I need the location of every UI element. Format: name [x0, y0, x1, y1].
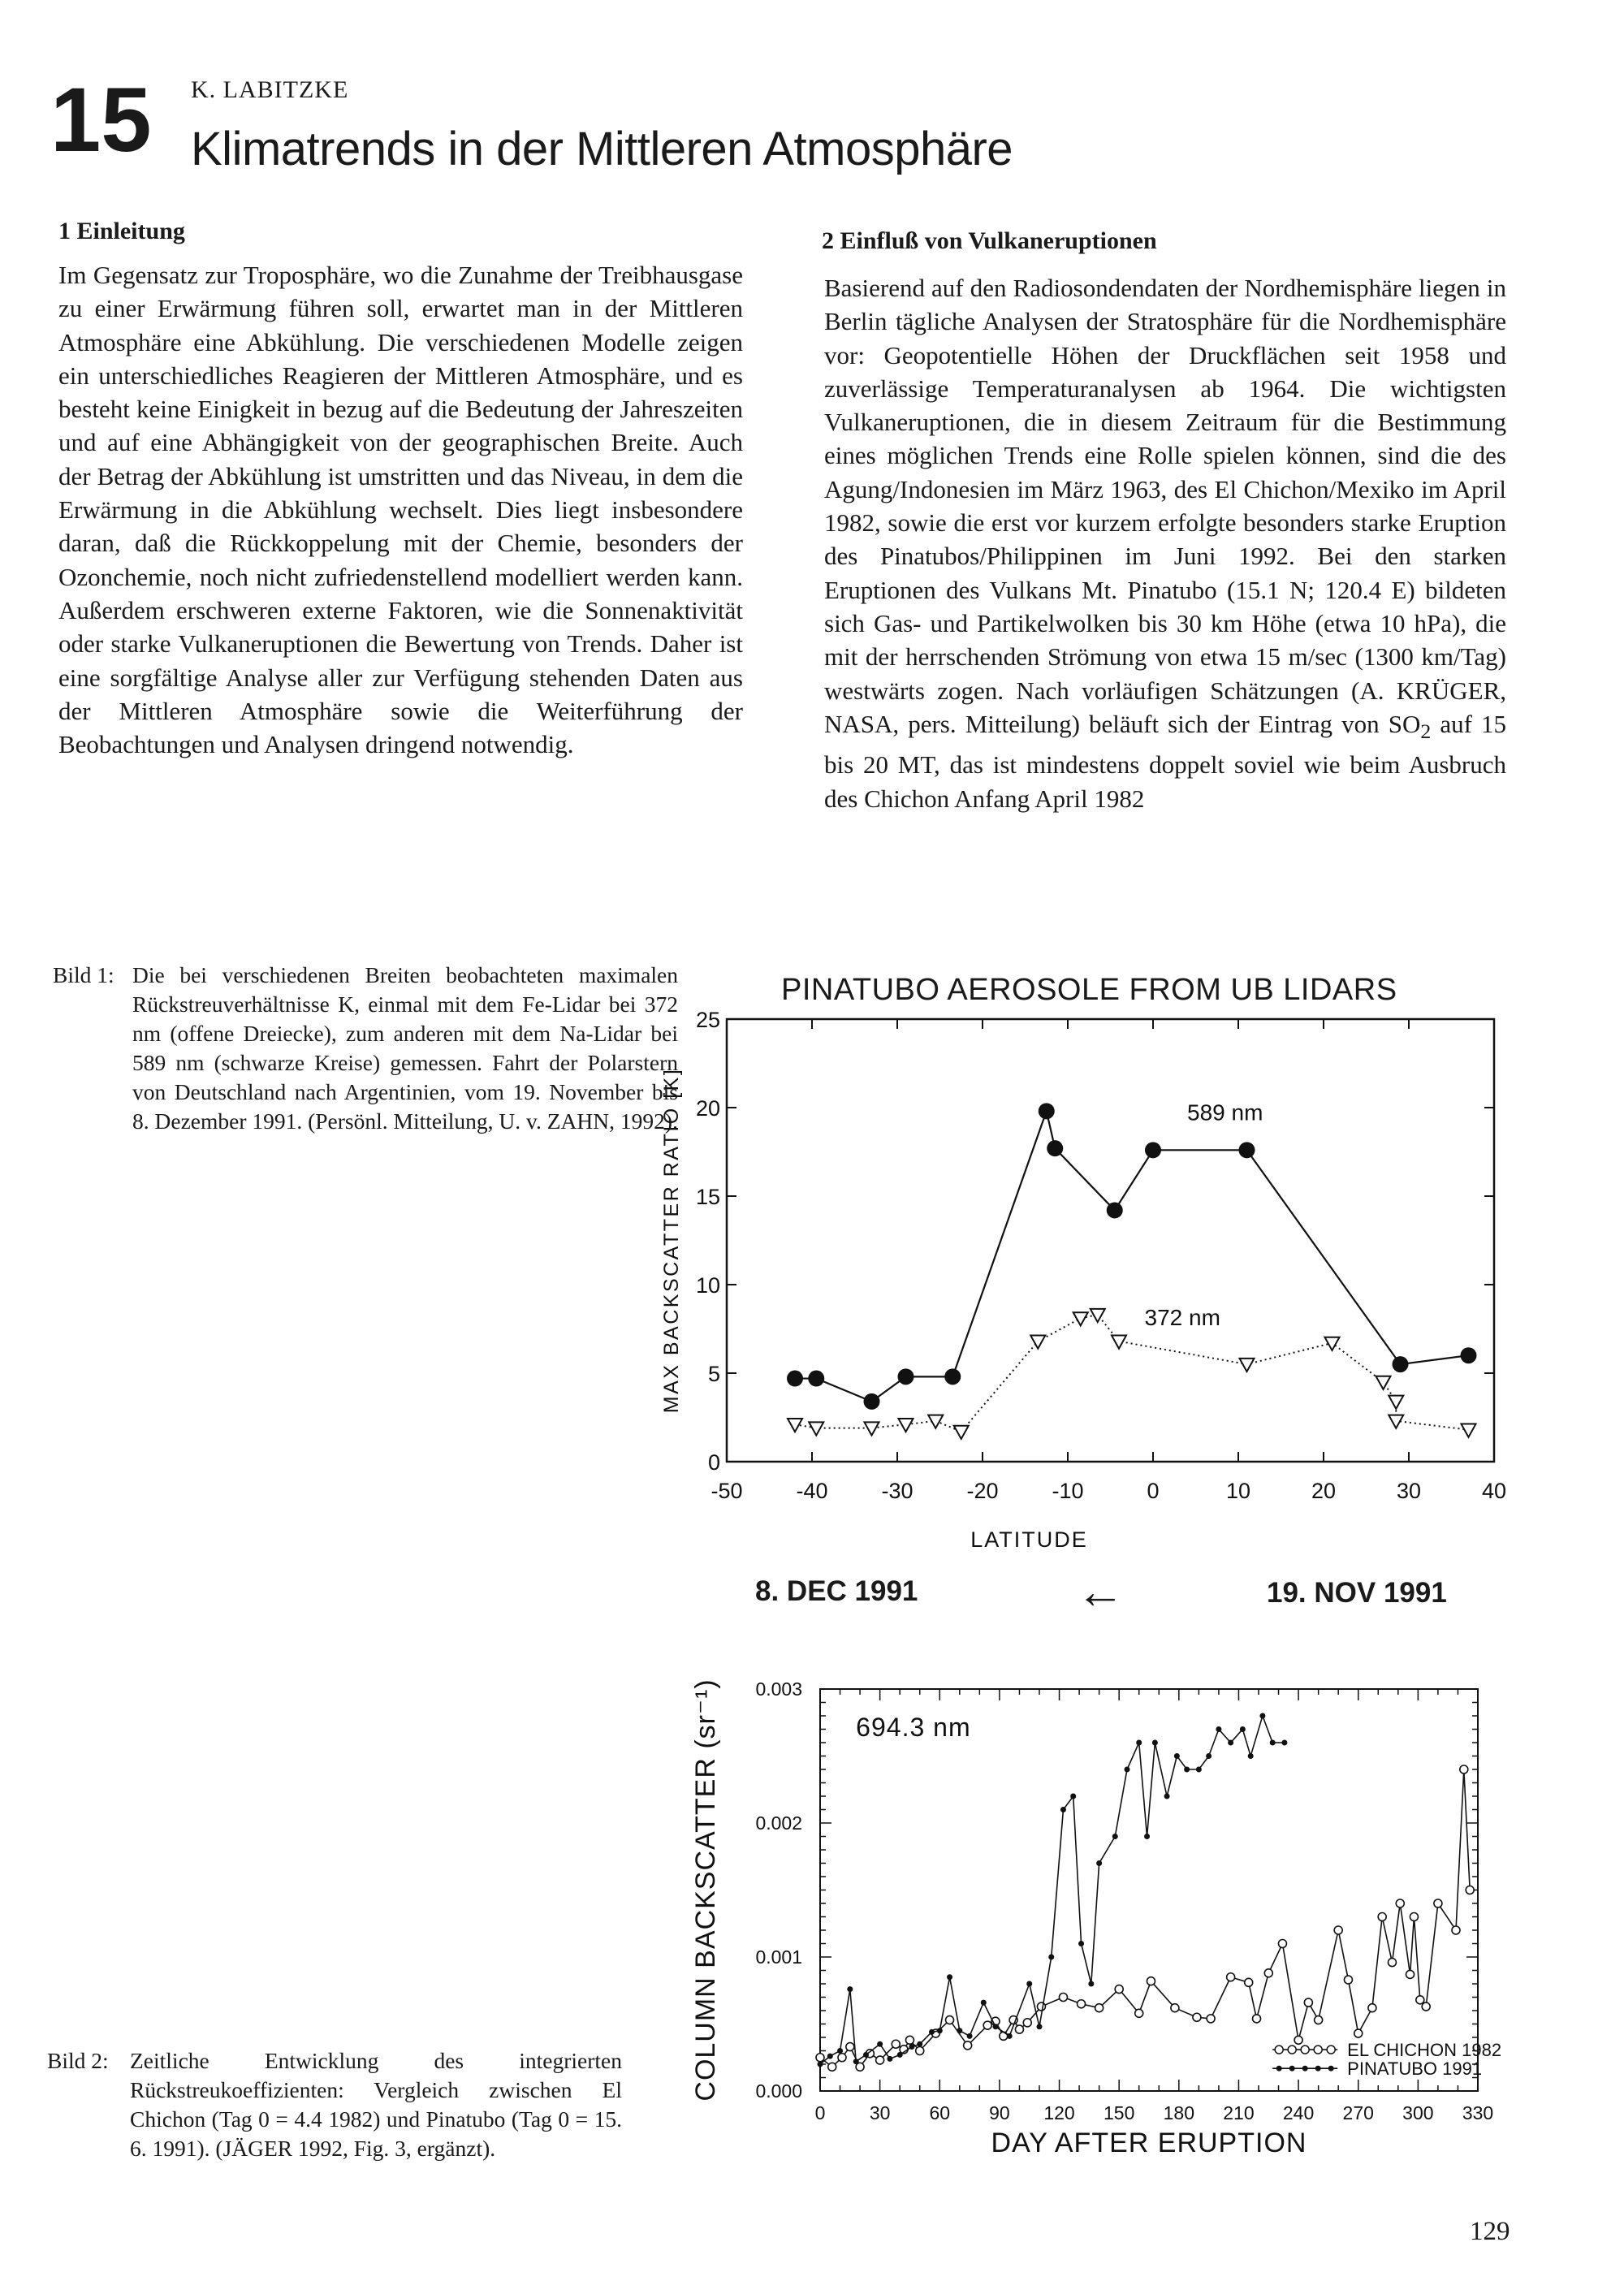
data-point-el-chichon [1095, 2004, 1104, 2012]
data-point-el-chichon [838, 2054, 846, 2062]
data-point-372nm [899, 1419, 914, 1432]
legend-marker-dot [1289, 2066, 1295, 2071]
legend-marker-open-circle [1288, 2046, 1296, 2054]
data-point-el-chichon [846, 2043, 854, 2051]
section-1-body [58, 258, 743, 761]
legend-marker-dot [1302, 2066, 1308, 2071]
x-tick-label: 300 [1402, 2102, 1434, 2123]
legend-label-el-chichon: EL CHICHON 1982 [1347, 2040, 1502, 2061]
data-point-el-chichon [1304, 1998, 1312, 2007]
y-axis-label: MAX BACKSCATTER RATIO [K] [660, 1067, 683, 1414]
x-tick-label: 40 [1481, 1479, 1507, 1503]
data-point-pinatubo [1144, 1834, 1150, 1839]
x-axis-label: DAY AFTER ERUPTION [991, 2128, 1307, 2158]
data-point-el-chichon [1466, 1886, 1474, 1894]
section-2-body [824, 271, 1506, 815]
data-point-589nm [1239, 1142, 1255, 1158]
data-point-el-chichon [1388, 1959, 1396, 1967]
data-point-pinatubo [1206, 1753, 1212, 1759]
data-point-pinatubo [909, 2044, 914, 2050]
data-point-pinatubo [1228, 1740, 1233, 1746]
data-point-pinatubo [853, 2059, 859, 2064]
data-point-el-chichon [892, 2040, 900, 2048]
y-tick-label: 20 [695, 1096, 720, 1121]
data-point-pinatubo [1078, 1941, 1084, 1946]
data-point-el-chichon [983, 2021, 991, 2029]
data-point-el-chichon [828, 2063, 836, 2071]
data-point-pinatubo [1048, 1955, 1054, 1960]
data-point-pinatubo [1240, 1726, 1246, 1732]
data-point-372nm [1030, 1336, 1045, 1349]
data-point-pinatubo [1196, 1767, 1202, 1773]
data-point-589nm [1107, 1202, 1123, 1218]
data-point-pinatubo [1216, 1726, 1221, 1732]
data-point-pinatubo [929, 2029, 935, 2035]
figure-1-caption-text: Die bei verschiedenen Breiten beobachteten maximalen Rückstreuverhältnisse K, einmal mit dem Fe-Lidar bei 372 nm (offene Dreiecke), zum anderen mit dem Na-Lidar bei 589 nm (schwarze Kreise) gemessen. Fahrt der Polarstern von Deutschland nach Argentinien, vom 19. November bis 8. Dezember 1991. (Persönl. Mitteilung, U. v. ZAHN, 1992). [132, 962, 678, 1134]
author: K. LABITZKE [191, 76, 349, 103]
data-point-pinatubo [1026, 1981, 1032, 1987]
x-tick-label: 10 [1225, 1479, 1251, 1503]
data-point-589nm [944, 1368, 961, 1385]
data-point-el-chichon [1452, 1926, 1460, 1934]
data-point-589nm [1461, 1347, 1477, 1363]
y-tick-label: 15 [695, 1185, 720, 1209]
y-tick-label: 0.000 [755, 2080, 802, 2102]
plot-frame [727, 1019, 1494, 1462]
x-tick-label: 0 [1147, 1479, 1160, 1503]
data-point-el-chichon [1406, 1970, 1415, 1978]
data-point-pinatubo [957, 2028, 962, 2033]
date-left: 8. DEC 1991 [755, 1575, 918, 1607]
series-label-372nm: 372 nm [1144, 1305, 1220, 1331]
data-point-pinatubo [1007, 2033, 1013, 2039]
x-tick-label: 30 [869, 2102, 891, 2123]
data-point-el-chichon [1334, 1926, 1342, 1934]
data-point-el-chichon [1245, 1978, 1253, 1986]
x-tick-label: 210 [1223, 2102, 1255, 2123]
data-point-el-chichon [1278, 1940, 1286, 1948]
data-point-el-chichon [964, 2041, 972, 2050]
x-tick-label: 240 [1282, 2102, 1315, 2123]
page-number: 129 [1470, 2217, 1510, 2246]
data-point-pinatubo [897, 2052, 903, 2058]
chapter-title: Klimatrends in der Mittleren Atmosphäre [191, 123, 1013, 175]
legend-marker-dot [1276, 2066, 1282, 2071]
data-point-pinatubo [887, 2056, 892, 2062]
data-point-pinatubo [1270, 1740, 1276, 1746]
data-point-pinatubo [837, 2048, 843, 2054]
data-point-372nm [1462, 1424, 1476, 1437]
data-point-pinatubo [1037, 2024, 1043, 2029]
figure-2-label: Bild 2: [47, 2048, 109, 2073]
data-point-el-chichon [1294, 2036, 1302, 2044]
data-point-el-chichon [1037, 2002, 1045, 2011]
data-point-pinatubo [993, 2024, 999, 2029]
data-point-pinatubo [1112, 1834, 1118, 1839]
x-tick-label: 90 [989, 2102, 1010, 2123]
data-point-pinatubo [1125, 1767, 1130, 1773]
data-point-372nm [928, 1415, 943, 1428]
data-point-el-chichon [905, 2036, 914, 2044]
y-tick-label: 0 [707, 1450, 720, 1475]
data-point-589nm [1047, 1140, 1063, 1156]
left-arrow-icon: ← [1076, 1564, 1125, 1618]
data-point-372nm [1376, 1376, 1391, 1389]
data-point-372nm [865, 1422, 879, 1435]
data-point-372nm [954, 1426, 969, 1439]
data-point-pinatubo [1281, 1740, 1287, 1746]
data-point-pinatubo [1184, 1767, 1190, 1773]
x-tick-label: -40 [796, 1479, 828, 1503]
data-point-372nm [1389, 1396, 1403, 1409]
y-tick-label: 0.003 [755, 1678, 802, 1700]
legend-marker-open-circle [1275, 2046, 1283, 2054]
data-point-pinatubo [827, 2054, 833, 2059]
legend-label-pinatubo: PINATUBO 1991 [1347, 2059, 1483, 2080]
data-point-el-chichon [1315, 2016, 1323, 2024]
data-point-el-chichon [1115, 1985, 1123, 1994]
section-2-paragraph: Basierend auf den Radiosondendaten der Nordhemisphäre liegen in Berlin tägliche Analysen der Stratosphäre für die Nordhemisphäre vor: Geopotentielle Höhen der Druckflächen seit 1958 und zuverlässige Temperaturanalysen ab 1964. Die wichtigsten Vulkaneruptionen, die in diesem Zeitraum für die Bestimmung eines möglichen Trends eine Rolle spielen können, sind die des Agung/Indonesien im März 1963, des El Chichon/Mexiko im April 1982, sowie die erst vor kurzem erfolgte besonders starke Eruption des Pinatubos/Philippinen im Juni 1992. Bei den starken Eruptionen des Vulkans Mt. Pinatubo (15.1 N; 120.4 E) bildeten sich Gas- und Partikelwolken bis 30 km Höhe (etwa 10 hPa), die mit der herrschenden Strömung von etwa 15 m/sec (1300 km/Tag) westwärts zogen. Nach vorläufigen Schätzungen (A. KRÜGER, NASA, pers. Mitteilung) beläuft sich der Eintrag von $SO_2$ auf 15 bis 20 MT, das ist mindestens doppelt soviel wie beim Ausbruch des Chichon Anfang April 1982 [824, 274, 1507, 813]
data-point-589nm [808, 1371, 824, 1387]
figure-1-chart [633, 999, 1527, 1567]
data-point-el-chichon [1023, 2019, 1031, 2027]
data-point-pinatubo [1070, 1794, 1076, 1799]
x-tick-label: 20 [1311, 1479, 1337, 1503]
data-point-pinatubo [981, 2000, 987, 2006]
data-point-el-chichon [1368, 2004, 1376, 2012]
data-point-pinatubo [818, 2062, 823, 2067]
data-point-pinatubo [947, 1974, 952, 1980]
date-right: 19. NOV 1991 [1267, 1577, 1447, 1609]
data-point-el-chichon [1422, 2002, 1430, 2011]
data-point-pinatubo [917, 2041, 922, 2047]
x-tick-label: 330 [1462, 2102, 1494, 2123]
x-axis-label: LATITUDE [970, 1527, 1088, 1552]
data-point-el-chichon [1264, 1969, 1272, 1977]
data-point-pinatubo [877, 2041, 883, 2047]
data-point-pinatubo [937, 2028, 943, 2033]
data-point-el-chichon [1015, 2025, 1023, 2033]
data-point-pinatubo [1096, 1860, 1102, 1866]
series-line [820, 1716, 1285, 2064]
data-point-el-chichon [1147, 1977, 1155, 1985]
x-tick-label: 120 [1043, 2102, 1075, 2123]
figure-1-label: Bild 1: [53, 962, 114, 987]
data-point-el-chichon [1059, 1994, 1067, 2002]
section-1-paragraph: Im Gegensatz zur Troposphäre, wo die Zunahme der Treibhausgase zu einer Erwärmung führen soll, erwartet man in der Mittleren Atmosphäre eine Abkühlung. Die verschiedenen Modelle zeigen ein unterschiedliches Reagieren der Mittleren Atmosphäre, und es besteht keine Einigkeit in bezug auf die Bedeutung der Jahreszeiten und auf eine Abhängigkeit von der geographischen Breite. Auch der Betrag der Abkühlung ist umstritten und das Niveau, in dem die Erwärmung in die Abkühlung wechselt. Dies liegt insbesondere daran, daß die Rückkoppelung mit der Chemie, besonders der Ozonchemie, noch nicht zufriedenstellend modelliert werden kann. Außerdem erschweren externe Faktoren, wie die Sonnenaktivität oder starke Vulkaneruptionen die Bewertung von Trends. Daher ist eine sorgfältige Analyse aller zur Verfügung stehenden Daten aus der Mittleren Atmosphäre sowie die Weiterführung der Beobachtungen und Analysen dringend notwendig. [58, 261, 743, 759]
data-point-pinatubo [1174, 1753, 1180, 1759]
data-point-el-chichon [1078, 2000, 1086, 2008]
data-point-pinatubo [1088, 1981, 1094, 1987]
data-point-pinatubo [1136, 1740, 1142, 1746]
data-point-372nm [1240, 1359, 1255, 1372]
legend-marker-open-circle [1301, 2046, 1309, 2054]
x-tick-label: 150 [1103, 2102, 1135, 2123]
data-point-pinatubo [847, 1986, 853, 1992]
data-point-pinatubo [1164, 1794, 1170, 1799]
legend-marker-open-circle [1327, 2046, 1335, 2054]
x-tick-label: -50 [710, 1479, 743, 1503]
data-point-pinatubo [1259, 1713, 1265, 1719]
x-tick-label: -10 [1052, 1479, 1084, 1503]
data-point-pinatubo [1152, 1740, 1158, 1746]
x-tick-label: 0 [814, 2102, 826, 2123]
data-point-el-chichon [816, 2054, 824, 2062]
data-point-589nm [1039, 1103, 1055, 1119]
data-point-589nm [898, 1368, 914, 1385]
figure-1-title: PINATUBO AEROSOLE FROM UB LIDARS [781, 973, 1397, 1007]
data-point-el-chichon [1460, 1765, 1468, 1773]
data-point-372nm [1112, 1336, 1126, 1349]
series-label-589nm: 589 nm [1187, 1099, 1263, 1125]
x-tick-label: 30 [1396, 1479, 1422, 1503]
data-point-el-chichon [1207, 2015, 1215, 2023]
figure-2-caption-text: Zeitliche Entwicklung des integrierten Rückstreukoeffizienten: Vergleich zwischen El Chichon (Tag 0 = 4.4 1982) und Pinatubo (Tag 0 = 15. 6. 1991). (JÄGER 1992, Fig. 3, ergänzt). [130, 2048, 622, 2161]
x-tick-label: 180 [1163, 2102, 1195, 2123]
data-point-el-chichon [1410, 1913, 1418, 1921]
y-tick-label: 0.002 [755, 1812, 802, 1834]
y-tick-label: 25 [695, 1008, 720, 1032]
data-point-el-chichon [916, 2047, 924, 2055]
data-point-el-chichon [1396, 1899, 1404, 1907]
figure-2-caption [47, 2046, 632, 2176]
legend-marker-open-circle [1314, 2046, 1322, 2054]
data-point-el-chichon [1227, 1973, 1235, 1981]
section-1-heading: 1 Einleitung [58, 218, 185, 244]
x-tick-label: -30 [881, 1479, 914, 1503]
data-point-el-chichon [876, 2056, 884, 2064]
data-point-el-chichon [1344, 1976, 1352, 1984]
legend-marker-dot [1315, 2066, 1321, 2071]
plot-frame [820, 1689, 1478, 2091]
data-point-372nm [1073, 1312, 1088, 1325]
legend-marker-dot [1328, 2066, 1334, 2071]
data-point-el-chichon [1171, 2004, 1179, 2012]
data-point-589nm [787, 1371, 803, 1387]
data-point-el-chichon [1416, 1996, 1424, 2004]
y-tick-label: 5 [707, 1362, 720, 1386]
data-point-el-chichon [1354, 2029, 1363, 2037]
figure-1-caption [53, 961, 678, 1229]
data-point-el-chichon [946, 2016, 954, 2024]
series-line-372-nm [795, 1315, 1469, 1432]
data-point-pinatubo [1248, 1753, 1254, 1759]
figure-2-chart [666, 1665, 1543, 2176]
data-point-el-chichon [1253, 2015, 1261, 2023]
series-line-589-nm [795, 1111, 1469, 1402]
data-point-el-chichon [1193, 2013, 1201, 2021]
data-point-372nm [809, 1422, 823, 1435]
x-tick-label: 60 [929, 2102, 951, 2123]
data-point-el-chichon [1135, 2009, 1143, 2017]
section-2-heading: 2 Einfluß von Vulkaneruptionen [822, 227, 1157, 254]
chapter-number: 15 [50, 69, 152, 171]
y-tick-label: 10 [695, 1273, 720, 1298]
x-tick-label: 270 [1342, 2102, 1374, 2123]
data-point-589nm [1145, 1142, 1161, 1158]
data-point-589nm [1393, 1356, 1409, 1372]
wavelength-annotation: 694.3 nm [856, 1712, 971, 1742]
data-point-pinatubo [967, 2033, 973, 2039]
y-tick-label: 0.001 [755, 1946, 802, 1968]
data-point-el-chichon [1434, 1899, 1442, 1907]
data-point-pinatubo [863, 2052, 869, 2058]
data-point-pinatubo [1060, 1807, 1066, 1812]
y-axis-label: COLUMN BACKSCATTER (sr⁻¹) [690, 1678, 721, 2102]
data-point-589nm [864, 1393, 880, 1410]
data-point-el-chichon [1378, 1913, 1386, 1921]
x-tick-label: -20 [966, 1479, 999, 1503]
